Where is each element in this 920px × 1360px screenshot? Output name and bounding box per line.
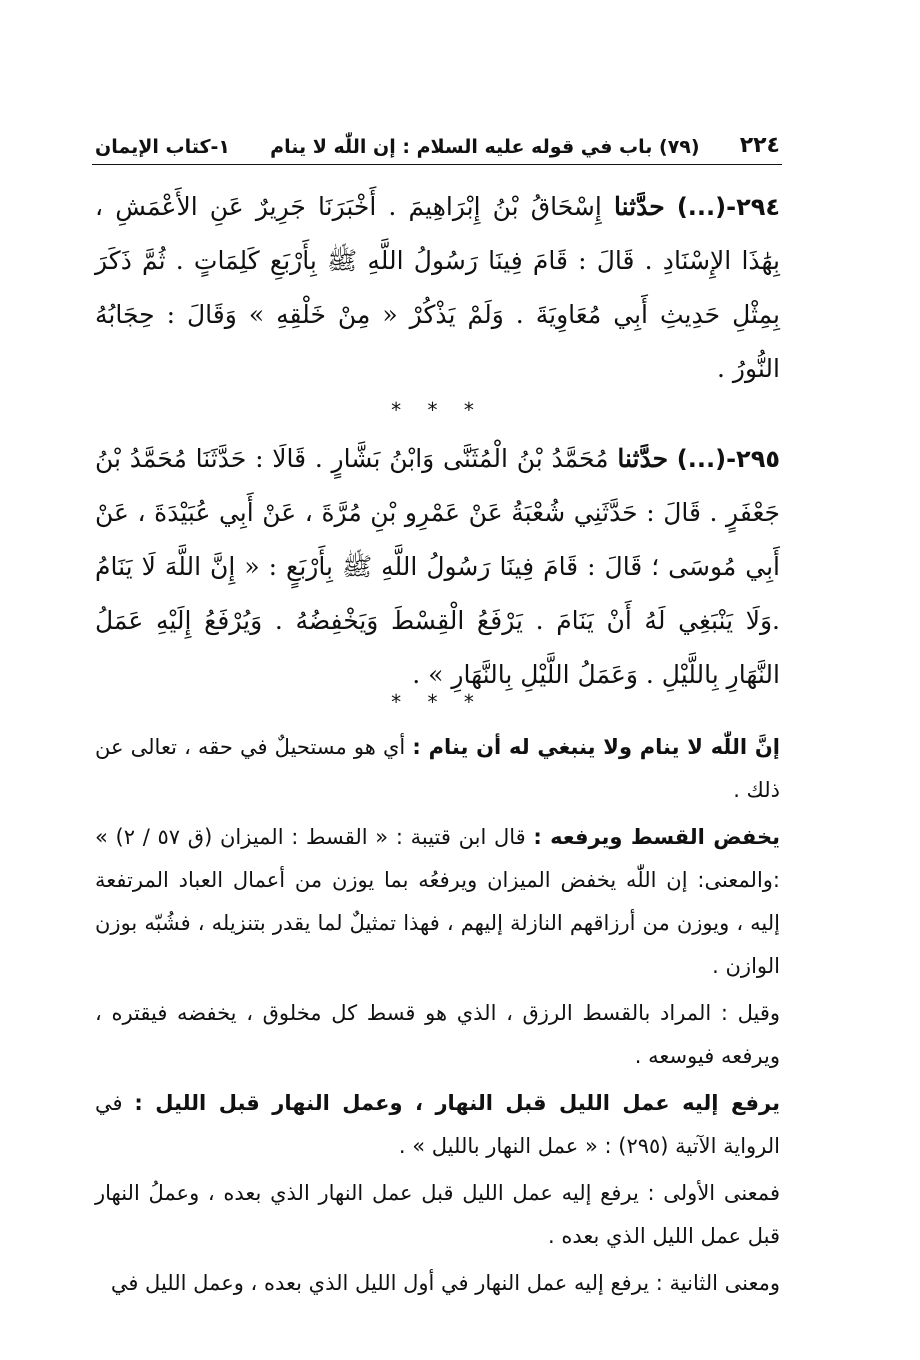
hadith-294 bbox=[95, 180, 780, 396]
hadith-text: إِسْحَاقُ بْنُ إِبْرَاهِيمَ . أَخْبَرَنَا جَرِيرٌ عَنِ الأَعْمَشِ ، بِهَٰذَا الإِسْنَادِ . قَالَ : قَامَ فِينَا رَسُولُ اللَّهِ ﷺ بِأَرْبَعِ كَلِمَاتٍ . ثُمَّ ذَكَرَ بِمِثْلِ حَدِيثِ أَبِي مُعَاوِيَةَ . وَلَمْ يَذْكُرْ « مِنْ خَلْقِهِ » وَقَالَ : حِجَابُهُ النُّورُ . bbox=[95, 192, 780, 383]
note-paragraph bbox=[95, 726, 780, 812]
hadith-opener: حدَّثنا bbox=[613, 192, 665, 221]
note-paragraph bbox=[95, 1082, 780, 1168]
page-number: ٢٢٤ bbox=[739, 133, 780, 158]
hadith-number: ٢٩٥-(...) bbox=[676, 445, 780, 473]
note-paragraph bbox=[95, 1262, 780, 1305]
note-body: قال ابن قتيبة : « القسط : الميزان (ق ٥٧ / ٢) » :والمعنى: إن اللّٰه يخفض الميزان ويرفعُه بما يوزن من أعمال العباد المرتفعة إليه ، ويوزن من أرزاقهم النازلة إليهم ، فهذا تمثيلٌ لما يقدر بتنزيله ، فشُبّه بوزن الوازن . bbox=[95, 825, 780, 978]
hadith-text: مُحَمَّدُ بْنُ الْمُثَنَّى وَابْنُ بَشَّارٍ . قَالَا : حَدَّثَنَا مُحَمَّدُ بْنُ جَعْفَرٍ . قَالَ : حَدَّثَنِي شُعْبَةُ عَنْ عَمْرِو بْنِ مُرَّةَ ، عَنْ أَبِي عُبَيْدَةَ ، عَنْ أَبِي مُوسَى ؛ قَالَ : قَامَ فِينَا رَسُولُ اللَّهِ ﷺ بِأَرْبَعٍ : « إِنَّ اللَّهَ لَا يَنَامُ .وَلَا يَنْبَغِي لَهُ أَنْ يَنَامَ . يَرْفَعُ الْقِسْطَ وَيَخْفِضُهُ . وَيُرْفَعُ إِلَيْهِ عَمَلُ النَّهَارِ بِاللَّيْلِ . وَعَمَلُ اللَّيْلِ بِالنَّهَارِ » . bbox=[95, 444, 780, 689]
note-body: فمعنى الأولى : يرفع إليه عمل الليل قبل عمل النهار الذي بعده ، وعملُ النهار قبل عمل الليل الذي بعده . bbox=[95, 1181, 780, 1248]
note-body: وقيل : المراد بالقسط الرزق ، الذي هو قسط كل مخلوق ، يخفضه فيقتره ، ويرفعه فيوسعه . bbox=[95, 1001, 780, 1068]
note-lemma: يرفع إليه عمل الليل قبل النهار ، وعمل النهار قبل الليل : bbox=[134, 1091, 780, 1115]
running-head bbox=[95, 118, 780, 158]
note-paragraph bbox=[95, 816, 780, 988]
header-rule bbox=[92, 164, 782, 165]
commentary bbox=[95, 726, 780, 1309]
note-paragraph bbox=[95, 992, 780, 1078]
note-lemma: يخفض القسط ويرفعه : bbox=[533, 825, 781, 849]
hadith-295 bbox=[95, 432, 780, 702]
note-lemma: إنَّ اللّٰه لا ينام ولا ينبغي له أن ينام : bbox=[412, 735, 780, 759]
section-separator: * * * bbox=[391, 690, 484, 714]
note-body: في الرواية الآتية (٢٩٥) : « عمل النهار بالليل » . bbox=[95, 1091, 780, 1158]
section-separator: * * * bbox=[391, 398, 484, 422]
hadith-number: ٢٩٤-(...) bbox=[676, 193, 781, 221]
hadith-opener: حدَّثنا bbox=[617, 444, 669, 473]
note-paragraph bbox=[95, 1172, 780, 1258]
note-body: ومعنى الثانية : يرفع إليه عمل النهار في أول الليل الذي بعده ، وعمل الليل في bbox=[110, 1271, 780, 1295]
chapter-title: (٧٩) باب في قوله عليه السلام : إن اللّٰه لا ينام bbox=[270, 136, 700, 158]
book-title: ١-كتاب الإيمان bbox=[95, 136, 231, 158]
note-body: أي هو مستحيلٌ في حقه ، تعالى عن ذلك . bbox=[95, 735, 780, 802]
